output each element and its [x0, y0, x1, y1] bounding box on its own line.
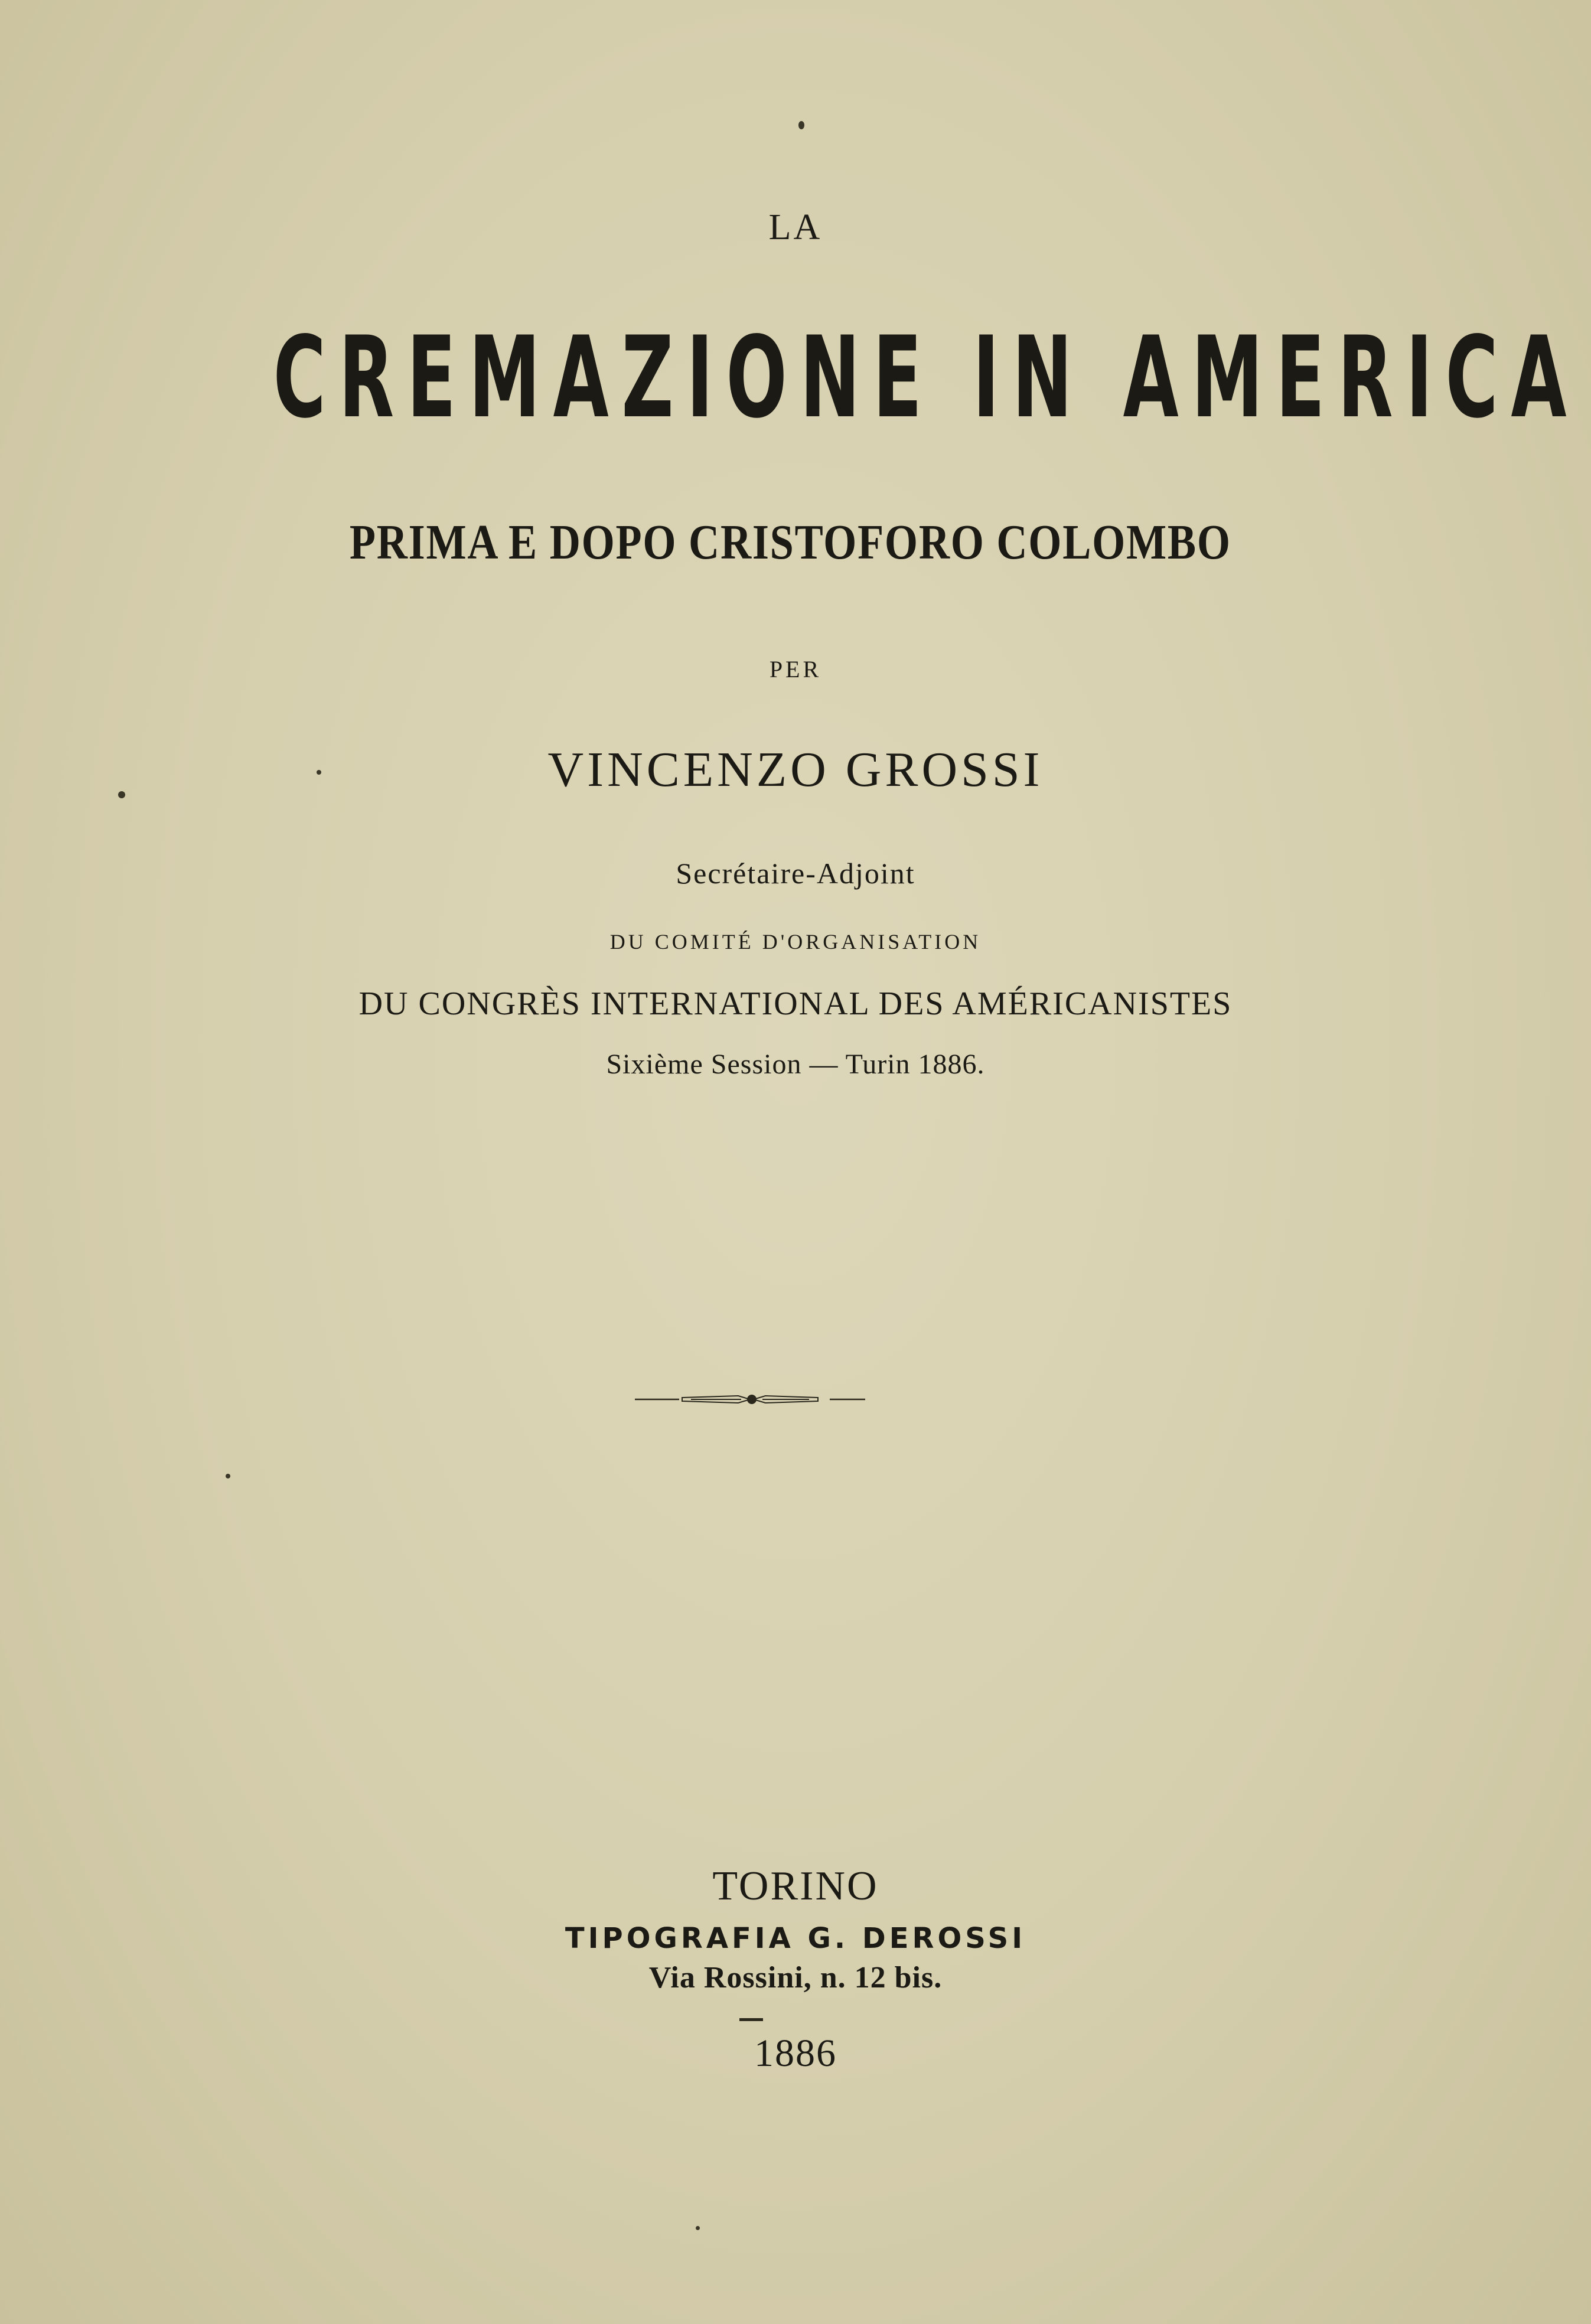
- imprint-address: Via Rossini, n. 12 bis.: [648, 1961, 943, 1995]
- imprint-printer: TIPOGRAFIA G. DEROSSI: [565, 1922, 1026, 1955]
- pre-title: LA: [768, 207, 823, 247]
- imprint-city: TORINO: [712, 1863, 879, 1909]
- session-line: Sixième Session — Turin 1886.: [606, 1049, 985, 1080]
- paper-speck: [118, 791, 125, 798]
- ornament-divider: [632, 1388, 868, 1411]
- committee-line: DU COMITÉ D'ORGANISATION: [609, 930, 982, 954]
- subtitle: PRIMA E DOPO CRISTOFORO COLOMBO: [349, 515, 1231, 570]
- paper-speck: [317, 770, 321, 775]
- congress-line: DU CONGRÈS INTERNATIONAL DES AMÉRICANISTES: [358, 985, 1233, 1022]
- paper-speck: [226, 1474, 230, 1478]
- imprint-dash: [739, 2018, 763, 2021]
- author-name: VINCENZO GROSSI: [547, 742, 1044, 797]
- author-role: Secrétaire-Adjoint: [676, 857, 915, 890]
- main-title: CREMAZIONE IN AMERICA: [273, 312, 1580, 443]
- paper-speck: [696, 2226, 700, 2230]
- imprint-year: 1886: [754, 2032, 837, 2075]
- paper-speck: [798, 121, 804, 129]
- per-label: PER: [769, 656, 822, 683]
